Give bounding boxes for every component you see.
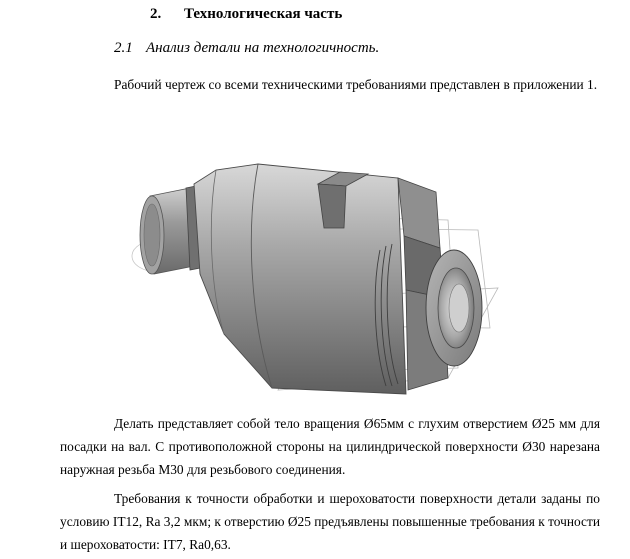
section-heading bbox=[150, 6, 342, 23]
description-paragraph: Делать представляет собой тело вращения Ø65мм с глухим отверстием Ø25 мм для посадки на вал. С противоположной стороны на цилиндрической поверхности Ø30 нарезана наружная резьба М30 для резьбового соединения. bbox=[60, 416, 600, 477]
section-title: Технологическая часть bbox=[184, 6, 343, 22]
part-3d-model-figure bbox=[118, 158, 518, 406]
requirements-paragraph: Требования к точности обработки и шероховатости поверхности детали заданы по условию IT12, Ra 3,2 мкм; к отверстию Ø25 предъявлены повышенные требования к точности и шероховатости: IT7, Ra0,63. bbox=[60, 491, 600, 552]
subsection-number: 2.1 bbox=[114, 40, 133, 56]
section-number: 2. bbox=[150, 6, 162, 22]
subsection-heading bbox=[114, 40, 379, 57]
subsection-title: Анализ детали на технологичность. bbox=[146, 40, 380, 56]
intro-paragraph: Рабочий чертеж со всеми техническими требованиями представлен в приложении 1. bbox=[114, 77, 598, 92]
